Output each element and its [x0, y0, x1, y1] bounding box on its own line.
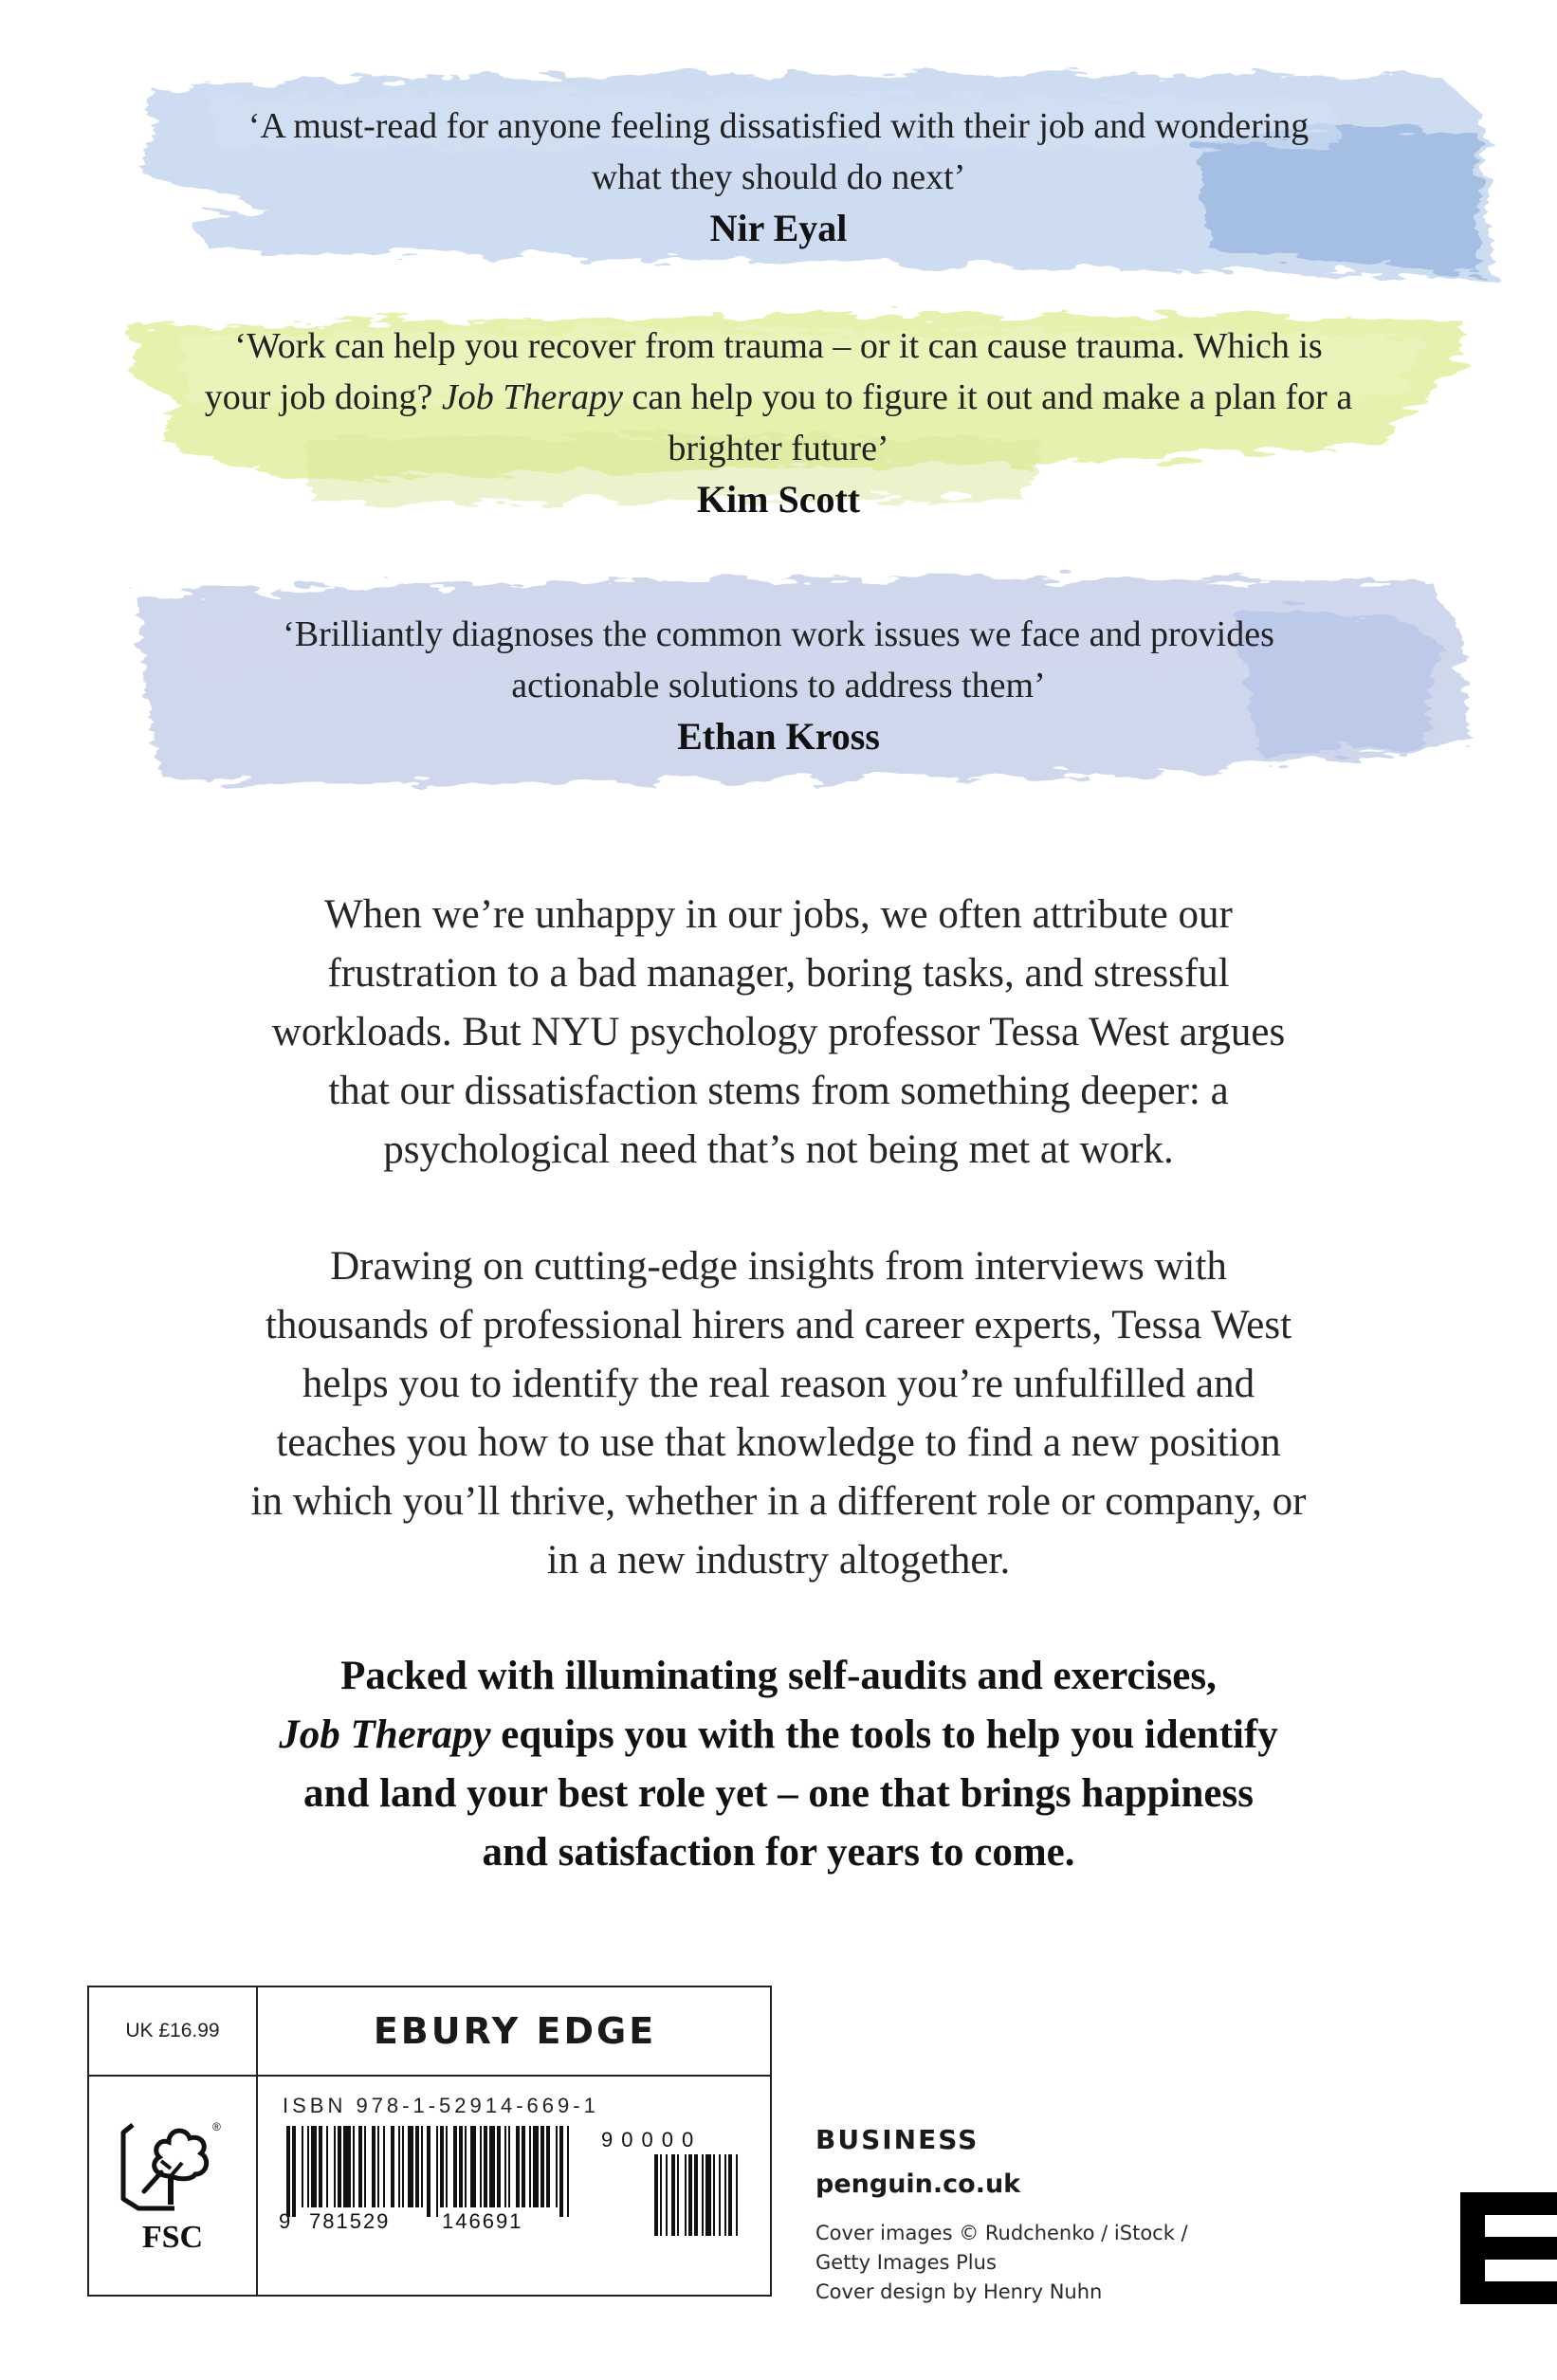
quote-text: ‘Work can help you recover from trauma – or it can cause trauma. Which is [234, 326, 1323, 366]
credit-line: Cover images © Rudchenko / iStock / [815, 2222, 1188, 2244]
barcode-addon-bar [719, 2154, 721, 2236]
barcode-addon-bar [713, 2154, 715, 2236]
blurb-line: Drawing on cutting-edge insights from interviews with [330, 1244, 1227, 1289]
barcode-bar [484, 2126, 487, 2207]
barcode-addon-bar [736, 2154, 738, 2236]
blurb-line: thousands of professional hirers and career experts, Tessa West [265, 1303, 1292, 1347]
book-title-italic: Job Therapy [279, 1712, 491, 1757]
barcode-bar [353, 2126, 355, 2207]
barcode-bar [364, 2126, 366, 2207]
blurb-line: workloads. But NYU psychology professor Tessa West argues [271, 1010, 1286, 1054]
barcode-addon-bar [685, 2154, 687, 2236]
quote-nir-eyal [0, 59, 1557, 286]
barcode-bar [533, 2126, 539, 2207]
barcode-bar [508, 2126, 510, 2207]
barcode-bar [377, 2126, 379, 2207]
barcode-bar [459, 2126, 463, 2207]
barcode-bar [516, 2126, 520, 2207]
blurb-line: helps you to identify the real reason you’re unfulfilled and [302, 1362, 1255, 1406]
ebury-edge-mark-icon [1460, 2192, 1557, 2304]
barcode-bar [326, 2126, 328, 2207]
barcode-bar [546, 2126, 550, 2207]
book-title-italic: Job Therapy [441, 377, 623, 417]
barcode-bar [292, 2126, 296, 2217]
blurb-line: and satisfaction for years to come. [482, 1830, 1075, 1875]
barcode-addon-bar [677, 2154, 679, 2236]
barcode-digits-right: 146691 [442, 2209, 523, 2233]
quote-text: brighter future’ [668, 429, 889, 468]
fsc-label: FSC [141, 2220, 204, 2255]
quote-author: Kim Scott [696, 478, 861, 521]
barcode-bar [465, 2126, 467, 2207]
blurb-line [152, 1706, 1405, 1765]
blurb-line: and land your best role yet – one that brings happiness [303, 1771, 1254, 1816]
barcode-bar [343, 2126, 351, 2207]
blurb-line: Packed with illuminating self-audits and exercises, [340, 1654, 1217, 1698]
barcode-addon-bar [728, 2154, 732, 2236]
quote-author: Ethan Kross [677, 715, 880, 758]
quote-text: actionable solutions to address them’ [511, 666, 1046, 705]
blurb-paragraph-1 [152, 886, 1405, 1180]
isbn-number: ISBN 978-1-52914-669-1 [283, 2094, 599, 2117]
quote-author: Nir Eyal [709, 207, 848, 249]
barcode-addon-bar [694, 2154, 698, 2236]
blurb-paragraph-2 [152, 1237, 1405, 1590]
barcode-bar [358, 2126, 362, 2207]
blurb-line: that our dissatisfaction stems from something deeper: a [328, 1069, 1229, 1113]
barcode-addon-bar [705, 2154, 711, 2236]
quote-text-line2 [0, 372, 1557, 423]
barcode-bar [311, 2126, 317, 2207]
quote-ethan-kross [0, 558, 1557, 795]
barcode-bar [286, 2126, 290, 2217]
credit-line: Cover design by Henry Nuhn [815, 2280, 1103, 2303]
blurb-line: psychological need that’s not being met at work. [383, 1127, 1174, 1172]
barcode-bar [402, 2126, 404, 2207]
barcode-bar [559, 2126, 563, 2217]
barcode-digit: 9 [279, 2209, 293, 2233]
barcode-addon-bar [660, 2154, 662, 2236]
barcode-addon-bar [702, 2154, 704, 2236]
barcode-bar [383, 2126, 385, 2207]
barcode-bar [556, 2126, 558, 2207]
barcode-addon-bar [724, 2154, 726, 2236]
barcode-bar [470, 2126, 476, 2207]
price-label: UK £16.99 [125, 2020, 220, 2041]
barcode-addon-bar [671, 2154, 675, 2236]
barcode-bar [415, 2126, 419, 2207]
barcode-bar [302, 2126, 303, 2207]
barcode-bar [480, 2126, 482, 2207]
barcode-addon-bar [666, 2154, 668, 2236]
blurb-line: in a new industry altogether. [546, 1538, 1011, 1583]
barcode-bar [446, 2126, 448, 2207]
barcode-bar [540, 2126, 544, 2207]
barcode-bar [338, 2126, 341, 2207]
barcode-bar [427, 2126, 430, 2217]
fsc-tree-icon [116, 2117, 229, 2216]
barcode-bar [567, 2126, 569, 2217]
barcode-bar [504, 2126, 506, 2207]
website-link[interactable]: penguin.co.uk [815, 2169, 1021, 2199]
barcode-addon-bar [688, 2154, 692, 2236]
barcode-bar [334, 2126, 336, 2207]
blurb-paragraph-3 [152, 1647, 1405, 1882]
quote-text-fragment: your job doing? [204, 377, 433, 417]
barcode-bar [453, 2126, 457, 2207]
blurb-fragment: equips you with the tools to help you identify [501, 1712, 1278, 1757]
barcode-bar [529, 2126, 531, 2207]
barcode-bar [408, 2126, 413, 2207]
fsc-logo [89, 2077, 256, 2297]
blurb-line: frustration to a bad manager, boring tasks, and stressful [327, 951, 1230, 996]
barcode-bar [319, 2126, 322, 2207]
quote-text: what they should do next’ [591, 157, 966, 197]
quote-kim-scott [0, 300, 1557, 546]
barcode-bar [489, 2126, 495, 2207]
barcode-addon-bar [654, 2154, 658, 2236]
barcode-bar [440, 2126, 444, 2207]
quote-text: ‘Brilliantly diagnoses the common work issues we face and provides [283, 614, 1274, 654]
publisher-logo: EBURY EDGE [373, 2010, 657, 2052]
registered-mark: ® [212, 2120, 221, 2133]
barcode-digits-left: 781529 [309, 2209, 391, 2233]
credit-line: Getty Images Plus [815, 2251, 997, 2274]
blurb-line: When we’re unhappy in our jobs, we often attribute our [324, 892, 1233, 937]
cover-credits [815, 2219, 1188, 2307]
barcode-bar [436, 2126, 438, 2217]
barcode-addon-digits: 90000 [601, 2128, 703, 2151]
quote-text-fragment: can help you to figure it out and make a plan for a [632, 377, 1353, 417]
barcode-bar [307, 2126, 309, 2207]
barcode-bar [391, 2126, 394, 2207]
barcode-panel [87, 1986, 772, 2297]
barcode-bar [421, 2126, 423, 2207]
quote-text: ‘A must-read for anyone feeling dissatisfied with their job and wondering [247, 106, 1310, 146]
category-label: BUSINESS [815, 2124, 980, 2155]
blurb-line: in which you’ll thrive, whether in a different role or company, or [250, 1479, 1307, 1524]
barcode-bar [497, 2126, 501, 2207]
barcode-bar [372, 2126, 376, 2207]
barcode-bar [522, 2126, 525, 2207]
blurb-line: teaches you how to use that knowledge to find a new position [276, 1420, 1281, 1465]
barcode-bar [398, 2126, 400, 2207]
